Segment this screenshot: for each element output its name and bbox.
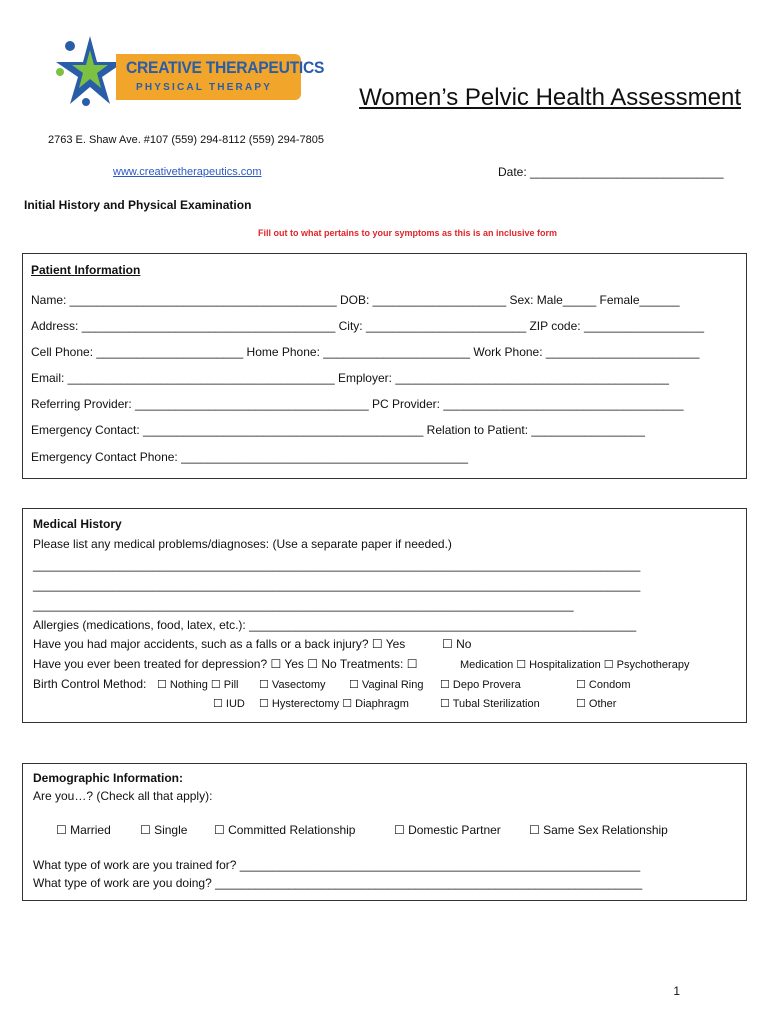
option-single[interactable]: ☐ Single bbox=[140, 823, 188, 837]
logo-subtitle: PHYSICAL THERAPY bbox=[136, 82, 273, 93]
birth-option-condom[interactable]: ☐ Condom bbox=[576, 679, 631, 691]
phone-row[interactable]: Cell Phone: ______________________ Home Phone: ______________________ Work Phone: _______________________ bbox=[31, 345, 700, 359]
company-logo bbox=[50, 32, 325, 110]
medical-blank-line[interactable]: ___________________________________________________________________________________________ bbox=[33, 578, 641, 592]
birth-option-hysterectomy-diaphragm[interactable]: ☐ Hysterectomy ☐ Diaphragm bbox=[259, 698, 409, 710]
page-number: 1 bbox=[673, 984, 680, 998]
medical-blank-line[interactable]: _________________________________________________________________________________ bbox=[33, 598, 574, 612]
work-doing-row[interactable]: What type of work are you doing? ________________________________________________________________ bbox=[33, 876, 643, 890]
demographic-box bbox=[22, 763, 747, 901]
clinic-address: 2763 E. Shaw Ave. #107 (559) 294-8112 (559) 294-7805 bbox=[48, 134, 325, 146]
option-married[interactable]: ☐ Married bbox=[56, 823, 111, 837]
name-dob-sex-row[interactable]: Name: ________________________________________ DOB: ____________________ Sex: Male_____ Female______ bbox=[31, 293, 680, 307]
option-committed[interactable]: ☐ Committed Relationship bbox=[214, 823, 356, 837]
birth-option-other[interactable]: ☐ Other bbox=[576, 698, 617, 710]
accidents-question[interactable]: Have you had major accidents, such as a falls or a back injury? ☐ Yes bbox=[33, 637, 406, 651]
birth-option-nothing-pill[interactable]: ☐ Nothing ☐ Pill bbox=[157, 679, 239, 691]
accidents-no-checkbox[interactable]: ☐ No bbox=[442, 637, 472, 651]
birth-option-iud[interactable]: ☐ IUD bbox=[213, 698, 245, 710]
section-title: Initial History and Physical Examination bbox=[24, 198, 252, 212]
birth-option-depo-provera[interactable]: ☐ Depo Provera bbox=[440, 679, 521, 691]
birth-control-label: Birth Control Method: bbox=[33, 677, 147, 691]
page-title: Women’s Pelvic Health Assessment bbox=[359, 84, 741, 111]
demographic-prompt: Are you…? (Check all that apply): bbox=[33, 789, 213, 803]
emergency-phone-row[interactable]: Emergency Contact Phone: ___________________________________________ bbox=[31, 450, 469, 464]
instruction-note: Fill out to what pertains to your symptoms as this is an inclusive form bbox=[258, 228, 558, 238]
option-same-sex[interactable]: ☐ Same Sex Relationship bbox=[529, 823, 668, 837]
email-employer-row[interactable]: Email: ________________________________________ Employer: _________________________________________ bbox=[31, 371, 669, 385]
medical-heading: Medical History bbox=[33, 517, 122, 531]
logo-name: CREATIVE THERAPEUTICS bbox=[126, 58, 325, 77]
medical-blank-line[interactable]: ___________________________________________________________________________________________ bbox=[33, 558, 641, 572]
address-row[interactable]: Address: ______________________________________ City: ________________________ ZIP code: __________________ bbox=[31, 319, 705, 333]
work-trained-row[interactable]: What type of work are you trained for? ____________________________________________________________ bbox=[33, 858, 641, 872]
option-domestic-partner[interactable]: ☐ Domestic Partner bbox=[394, 823, 501, 837]
birth-option-vasectomy[interactable]: ☐ Vasectomy bbox=[259, 679, 326, 691]
patient-heading: Patient Information bbox=[31, 263, 141, 277]
treatment-options[interactable]: Medication ☐ Hospitalization ☐ Psychotherapy bbox=[460, 659, 690, 671]
birth-option-vaginal-ring[interactable]: ☐ Vaginal Ring bbox=[349, 679, 424, 691]
medical-history-box bbox=[22, 508, 747, 723]
medical-prompt: Please list any medical problems/diagnoses: (Use a separate paper if needed.) bbox=[33, 537, 452, 551]
website-link[interactable]: www.creativetherapeutics.com bbox=[113, 166, 262, 178]
emergency-contact-row[interactable]: Emergency Contact: __________________________________________ Relation to Patient: _________________ bbox=[31, 423, 645, 437]
patient-info-box bbox=[22, 253, 747, 479]
provider-row[interactable]: Referring Provider: ___________________________________ PC Provider: ____________________________________ bbox=[31, 397, 684, 411]
date-field[interactable]: Date: _____________________________ bbox=[498, 165, 724, 179]
allergies-row[interactable]: Allergies (medications, food, latex, etc.): __________________________________________________________ bbox=[33, 618, 637, 632]
depression-question[interactable]: Have you ever been treated for depression? ☐ Yes ☐ No Treatments: ☐ bbox=[33, 657, 418, 671]
birth-option-tubal[interactable]: ☐ Tubal Sterilization bbox=[440, 698, 540, 710]
demographic-heading: Demographic Information: bbox=[33, 771, 184, 785]
